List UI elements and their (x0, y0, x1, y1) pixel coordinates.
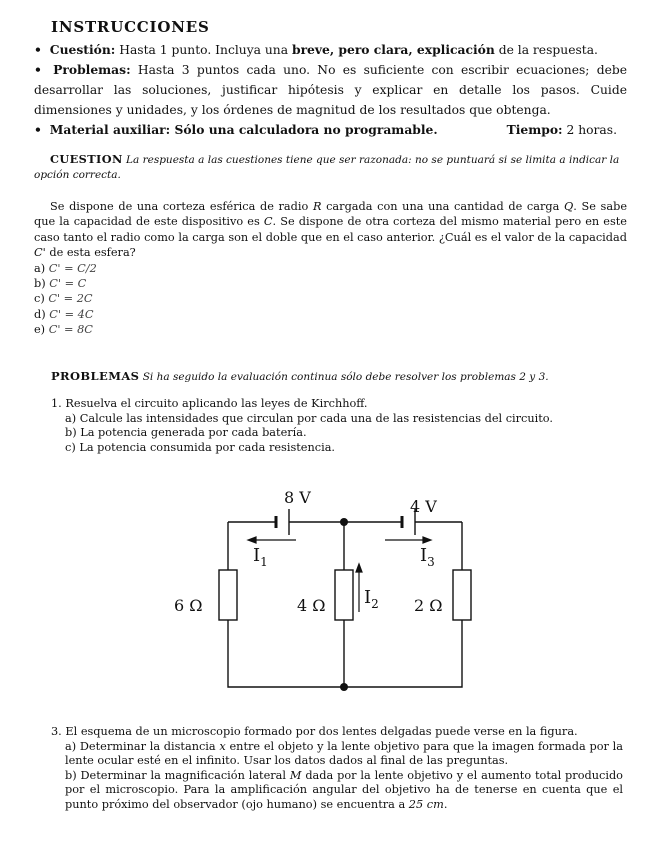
option-lhs: C' (48, 292, 61, 306)
instruction-text: Hasta 1 punto. Incluya una (119, 43, 289, 57)
option-lhs: C' (49, 307, 61, 321)
cuestion-label: CUESTION (50, 152, 123, 166)
current-i1-label (253, 545, 268, 569)
option-b (34, 276, 97, 291)
current-i3-symbol: I (420, 545, 428, 566)
problem-number: 3. (51, 725, 62, 738)
problem-3-item-a (51, 740, 623, 769)
problem-text: entre el objeto y la lente objetivo para que la imagen formada por la lente ocular esté en el infinito. Usar los datos dados al final de las preguntas. (65, 739, 623, 768)
cuestion-text (34, 199, 627, 260)
option-rhs: C/2 (77, 262, 97, 275)
current-i2-subscript: 2 (371, 597, 379, 611)
question-text: . Se sabe que la capacidad de este dispositivo es (34, 200, 628, 229)
option-letter: a) (34, 262, 46, 275)
instruction-label: Cuestión: (49, 42, 116, 57)
problemas-note: Si ha seguido la evaluación continua sólo debe resolver los problemas 2 y 3. (142, 371, 549, 383)
current-i2-symbol: I (364, 587, 372, 608)
resistor-4ohm (335, 570, 353, 620)
option-rhs: 4C (77, 307, 94, 321)
arrow-i3-head (423, 537, 431, 543)
battery-4v-label: 4 V (410, 497, 437, 516)
wire-left-bottom (228, 620, 462, 687)
resistor-6ohm-label: 6 Ω (174, 596, 203, 615)
problemas-header (51, 369, 631, 383)
question-text: . Se dispone de otra corteza del mismo material pero en este caso tanto el radio como la carga son el doble que en el caso anterior. ¿Cuál es el valor de la capacidad (34, 215, 627, 244)
option-letter: b) (34, 277, 46, 291)
problem-1-title (51, 397, 553, 412)
current-i3-label (420, 545, 435, 569)
resistor-6ohm (219, 570, 237, 620)
resistor-2ohm (453, 570, 471, 620)
resistor-2ohm-label: 2 Ω (414, 596, 443, 615)
current-i2-label (364, 587, 379, 611)
option-letter: d) (34, 307, 46, 321)
problem-3-item-b (51, 769, 623, 813)
option-eq: = (64, 262, 74, 275)
arrow-i1-head (248, 537, 256, 543)
cuestion-note: La respuesta a las cuestiones tiene que ser razonada: no se puntuará si se limita a indicar la opción correcta. (34, 154, 620, 181)
time-value: 2 horas. (566, 123, 617, 137)
current-i1-subscript: 1 (260, 555, 268, 569)
time-label: Tiempo: (506, 122, 563, 137)
math-var: C' (34, 245, 46, 259)
option-rhs: C (77, 277, 87, 291)
instruction-material (34, 120, 627, 140)
math-var: x (219, 739, 226, 753)
problemas-label: PROBLEMAS (51, 369, 140, 383)
current-i3-subscript: 3 (427, 555, 435, 569)
instruction-text: de la respuesta. (498, 43, 598, 57)
node-bottom (340, 683, 348, 691)
option-eq: = (63, 292, 74, 306)
option-eq: = (64, 307, 75, 321)
math-var: C (263, 215, 273, 229)
math-value: 25 cm (408, 797, 444, 811)
option-lhs: C' (49, 277, 61, 291)
option-letter: e) (34, 322, 46, 336)
problem-1-item-a: a) Calcule las intensidades que circulan por cada una de las resistencias del circuito. (65, 411, 554, 425)
current-i1-symbol: I (253, 545, 261, 566)
time-limit (507, 120, 617, 140)
math-var: M (289, 768, 302, 782)
question-text: de esta esfera? (49, 245, 136, 259)
arrow-i2-head (356, 564, 362, 572)
cuestion-header (34, 152, 627, 183)
option-letter: c) (34, 292, 45, 306)
question-text: cargada con una una cantidad de carga (326, 200, 560, 213)
problem-1-item-b: b) La potencia generada por cada batería. (65, 426, 307, 440)
problem-3-title (51, 725, 623, 740)
answer-options (34, 261, 97, 337)
problem-title: El esquema de un microscopio formado por dos lentes delgadas puede verse en la figura. (65, 725, 578, 738)
option-c (34, 291, 97, 306)
option-rhs: 8C (77, 322, 93, 336)
bullet: • (34, 122, 42, 137)
node-top (340, 518, 348, 526)
problem-3 (51, 725, 623, 813)
problem-1-item-c: c) La potencia consumida por cada resistencia. (65, 441, 336, 455)
option-lhs: C' (48, 262, 61, 275)
instruction-problemas (34, 60, 627, 120)
option-lhs: C' (48, 322, 61, 336)
bullet: • (34, 42, 42, 57)
problem-text: . (443, 797, 448, 811)
problem-number: 1. (51, 397, 62, 410)
instructions-list (34, 40, 627, 140)
option-eq: = (64, 322, 74, 336)
problem-1 (51, 397, 553, 456)
instruction-label: Material auxiliar: Sólo una calculadora no programable. (49, 122, 438, 137)
problem-text: b) Determinar la magnificación lateral (65, 768, 287, 782)
problem-title: Resuelva el circuito aplicando las leyes de Kirchhoff. (65, 397, 368, 410)
problem-text: dada por la lente objetivo y el aumento total producido por el microscopio. Para la amplificación angular del objetivo ha de tenerse en cuenta que el punto próximo del observador (ojo humano) se encuentra a (65, 768, 623, 811)
instruction-emphasis: breve, pero clara, explicación (291, 42, 495, 57)
math-var: R (312, 200, 322, 213)
math-var: Q (564, 200, 574, 213)
resistor-4ohm-label: 4 Ω (297, 596, 326, 615)
battery-8v-label: 8 V (284, 488, 311, 507)
instruction-text: Hasta 3 puntos cada uno. No es suficiente con escribir ecuaciones; debe desarrollar las soluciones, justificar hipótesis y explicar en detalle los pasos. Cuide dimensiones y unidades, y los órdenes de magnitud de los resultados que obtenga. (34, 63, 627, 117)
page-title: INSTRUCCIONES (51, 18, 210, 36)
option-e (34, 322, 97, 337)
option-rhs: 2C (76, 292, 93, 306)
question-text: Se dispone de una corteza esférica de radio (50, 200, 309, 213)
instruction-cuestion (34, 40, 627, 60)
bullet: • (34, 62, 42, 77)
option-eq: = (64, 277, 75, 291)
problem-text: a) Determinar la distancia (65, 739, 216, 753)
option-a (34, 261, 97, 276)
option-d (34, 307, 97, 322)
instruction-label: Problemas: (53, 62, 131, 77)
